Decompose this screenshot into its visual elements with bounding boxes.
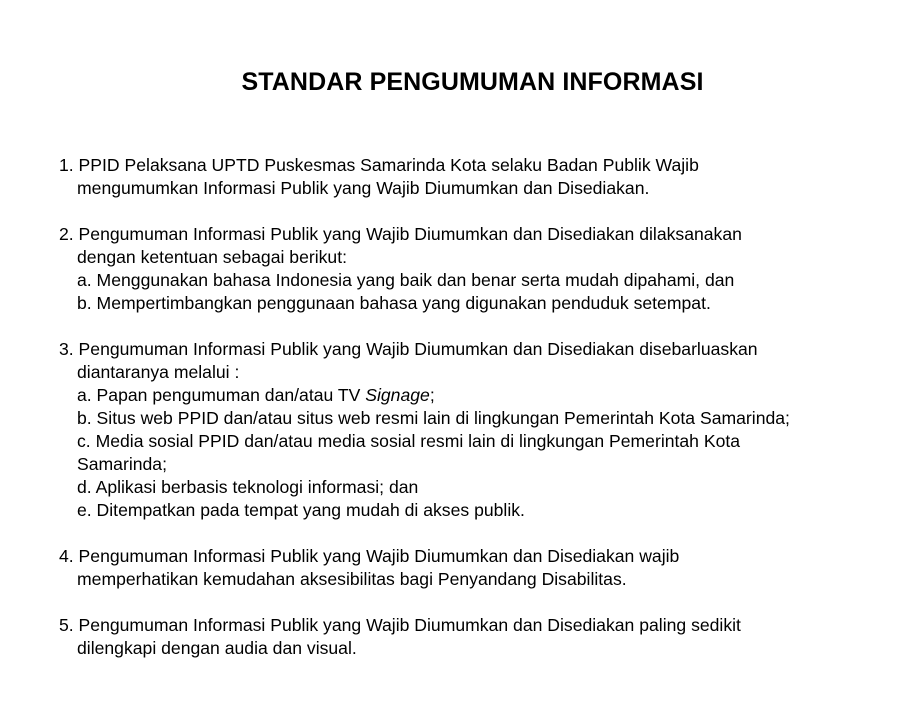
list-item-3-sub-c-line-1: c. Media sosial PPID dan/atau media sosial resmi lain di lingkungan Pemerintah Kota bbox=[77, 431, 741, 451]
list-item-1-line-2: mengumumkan Informasi Publik yang Wajib Diumumkan dan Disediakan. bbox=[77, 178, 650, 198]
list-item-5 bbox=[59, 614, 899, 660]
list-item-3-sub-a-prefix: a. Papan pengumuman dan/atau TV bbox=[77, 385, 366, 405]
list-item-3-line-1: 3. Pengumuman Informasi Publik yang Wajib Diumumkan dan Disediakan disebarluaskan bbox=[59, 339, 758, 359]
list-item-5-line-1: 5. Pengumuman Informasi Publik yang Wajib Diumumkan dan Disediakan paling sedikit bbox=[59, 615, 741, 635]
list-item-2-line-2: dengan ketentuan sebagai berikut: bbox=[77, 247, 347, 267]
list-item-3-sub-c-line-2: Samarinda; bbox=[77, 454, 167, 474]
list-item-3-sub-e: e. Ditempatkan pada tempat yang mudah di akses publik. bbox=[77, 500, 525, 520]
document-title: STANDAR PENGUMUMAN INFORMASI bbox=[241, 68, 704, 96]
list-item-4-line-1: 4. Pengumuman Informasi Publik yang Wajib Diumumkan dan Disediakan wajib bbox=[59, 546, 680, 566]
list-item-3-sub-b: b. Situs web PPID dan/atau situs web resmi lain di lingkungan Pemerintah Kota Samarinda; bbox=[77, 408, 790, 428]
list-item-1-line-1: 1. PPID Pelaksana UPTD Puskesmas Samarinda Kota selaku Badan Publik Wajib bbox=[59, 155, 699, 175]
announcement-list bbox=[59, 154, 899, 683]
list-item-3-line-2: diantaranya melalui : bbox=[77, 362, 240, 382]
list-item-3-sub-a bbox=[59, 384, 899, 407]
list-item-4 bbox=[59, 545, 899, 591]
list-item-3-sub-a-suffix: ; bbox=[429, 385, 435, 405]
list-item-3 bbox=[59, 338, 899, 522]
list-item-2-sub-b: b. Mempertimbangkan penggunaan bahasa yang digunakan penduduk setempat. bbox=[77, 293, 711, 313]
list-item-2-sub-a: a. Menggunakan bahasa Indonesia yang baik dan benar serta mudah dipahami, dan bbox=[77, 270, 735, 290]
list-item-5-line-2: dilengkapi dengan audia dan visual. bbox=[77, 638, 357, 658]
list-item-1 bbox=[59, 154, 899, 200]
list-item-3-sub-a-italic: Signage bbox=[365, 385, 430, 405]
list-item-4-line-2: memperhatikan kemudahan aksesibilitas bagi Penyandang Disabilitas. bbox=[77, 569, 627, 589]
list-item-2-line-1: 2. Pengumuman Informasi Publik yang Wajib Diumumkan dan Disediakan dilaksanakan bbox=[59, 224, 742, 244]
list-item-2 bbox=[59, 223, 899, 315]
list-item-3-sub-d: d. Aplikasi berbasis teknologi informasi; dan bbox=[77, 477, 419, 497]
